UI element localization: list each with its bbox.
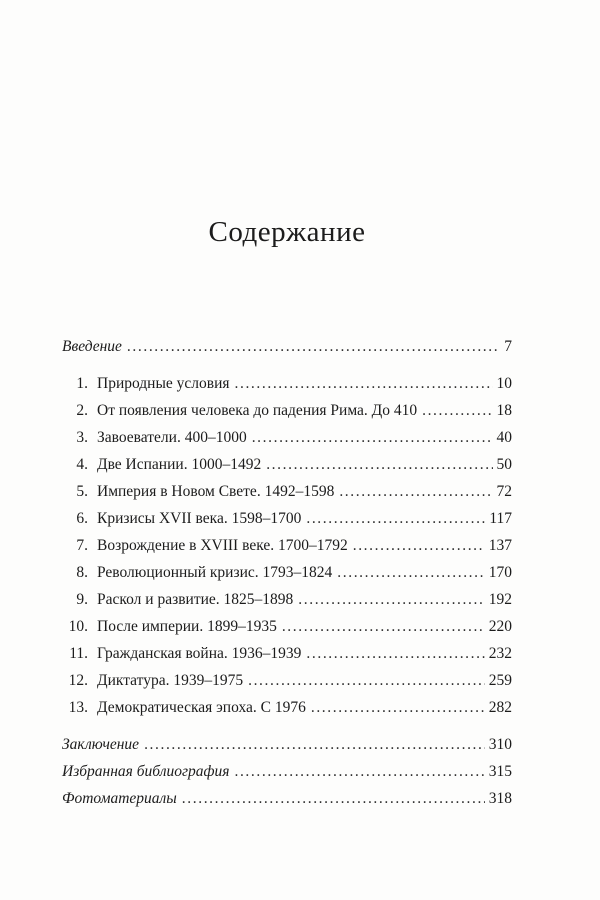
chapter-number: 6. [76, 510, 88, 527]
toc-page-number: 7 [504, 338, 512, 355]
chapter-number: 7. [76, 537, 88, 554]
toc-entry-label: Фотоматериалы [62, 790, 177, 807]
page-title: Содержание [208, 216, 366, 248]
toc-row [62, 731, 512, 758]
toc-row [62, 640, 512, 667]
toc-entry-label: Две Испании. 1000–1492 [97, 456, 262, 473]
toc-back-section [62, 731, 512, 812]
toc-entry-label: Завоеватели. 400–1000 [97, 429, 247, 446]
toc-row [62, 370, 512, 397]
chapter-number: 9. [76, 591, 88, 608]
toc-entry-label: Революционный кризис. 1793–1824 [97, 564, 333, 581]
toc-row [62, 758, 512, 785]
chapter-number: 1. [76, 375, 88, 392]
toc-page-number: 282 [488, 699, 512, 716]
toc-row [62, 667, 512, 694]
chapter-number: 11. [69, 645, 88, 662]
toc-entry-label: Империя в Новом Свете. 1492–1598 [97, 483, 335, 500]
toc-entry-label: После империи. 1899–1935 [97, 618, 277, 635]
dot-leader [144, 731, 485, 758]
table-of-contents [62, 333, 512, 812]
toc-page-number: 10 [496, 375, 512, 392]
dot-leader [353, 532, 485, 559]
toc-entry-label: Гражданская война. 1936–1939 [97, 645, 302, 662]
toc-front-section [62, 333, 512, 360]
toc-entry-label: Избранная библиография [62, 763, 230, 780]
toc-row [62, 694, 512, 721]
toc-entry-label: Введение [62, 338, 122, 355]
toc-page-number: 318 [488, 790, 512, 807]
dot-leader [234, 758, 484, 785]
dot-leader [306, 640, 484, 667]
toc-row [62, 532, 512, 559]
toc-row [62, 333, 512, 360]
toc-row [62, 613, 512, 640]
toc-row [62, 505, 512, 532]
toc-row [62, 451, 512, 478]
toc-page-number: 18 [496, 402, 512, 419]
dot-leader [311, 694, 485, 721]
dot-leader [248, 667, 485, 694]
dot-leader [127, 333, 500, 360]
toc-page-number: 315 [488, 763, 512, 780]
toc-entry-label: Демократическая эпоха. С 1976 [97, 699, 306, 716]
toc-row [62, 586, 512, 613]
dot-leader [266, 451, 492, 478]
dot-leader [252, 424, 493, 451]
chapter-number: 12. [68, 672, 88, 689]
toc-row [62, 424, 512, 451]
chapter-number: 8. [76, 564, 88, 581]
toc-page-number: 137 [488, 537, 512, 554]
toc-row [62, 785, 512, 812]
dot-leader [306, 505, 485, 532]
toc-page-number: 259 [488, 672, 512, 689]
dot-leader [339, 478, 492, 505]
toc-page-number: 232 [488, 645, 512, 662]
toc-entry-label: Природные условия [97, 375, 230, 392]
chapter-number: 4. [76, 456, 88, 473]
chapter-number: 2. [76, 402, 88, 419]
toc-entry-label: Диктатура. 1939–1975 [97, 672, 244, 689]
toc-entry-label: От появления человека до падения Рима. До 410 [97, 402, 418, 419]
chapter-number: 3. [76, 429, 88, 446]
toc-page-number: 170 [488, 564, 512, 581]
toc-entry-label: Раскол и развитие. 1825–1898 [97, 591, 294, 608]
toc-chapters-section [62, 370, 512, 721]
toc-page-number: 220 [488, 618, 512, 635]
toc-page-number: 117 [489, 510, 512, 527]
toc-entry-label: Кризисы XVII века. 1598–1700 [97, 510, 302, 527]
toc-page-number: 72 [496, 483, 512, 500]
toc-row [62, 559, 512, 586]
toc-page-number: 50 [496, 456, 512, 473]
chapter-number: 13. [68, 699, 88, 716]
dot-leader [282, 613, 485, 640]
toc-page-number: 40 [496, 429, 512, 446]
toc-row [62, 478, 512, 505]
dot-leader [337, 559, 484, 586]
toc-entry-label: Заключение [62, 736, 140, 753]
toc-row [62, 397, 512, 424]
chapter-number: 5. [76, 483, 88, 500]
chapter-number: 10. [68, 618, 88, 635]
dot-leader [422, 397, 492, 424]
toc-entry-label: Возрождение в XVIII веке. 1700–1792 [97, 537, 348, 554]
toc-page-number: 192 [488, 591, 512, 608]
toc-page-number: 310 [488, 736, 512, 753]
dot-leader [298, 586, 484, 613]
dot-leader [182, 785, 485, 812]
dot-leader [235, 370, 493, 397]
